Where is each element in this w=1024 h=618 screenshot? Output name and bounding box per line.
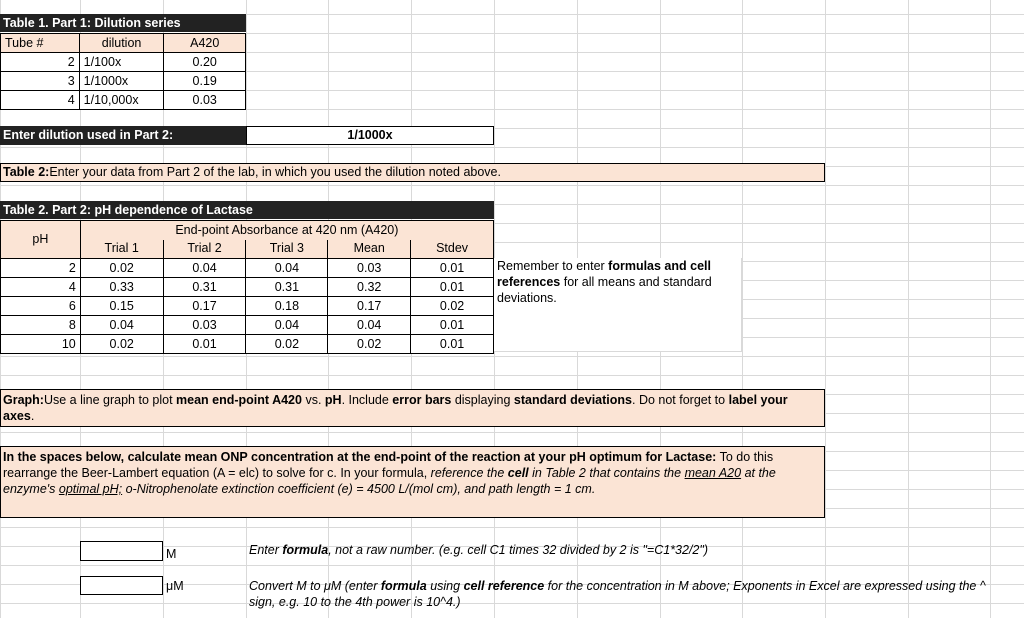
trial-2-cell[interactable]: 0.03	[163, 316, 246, 335]
table-header-row	[1, 221, 494, 240]
calc-italic-3: at the enzyme's	[3, 466, 776, 496]
column-header-ph[interactable]: pH	[1, 221, 81, 259]
mean-cell[interactable]: 0.02	[328, 335, 411, 354]
calc-bold-italic: cell	[507, 466, 529, 480]
graph-text-1: Use a line graph to plot	[43, 393, 177, 407]
trial-3-cell[interactable]: 0.18	[246, 297, 328, 316]
table2-instruction	[0, 163, 825, 182]
mean-cell[interactable]: 0.17	[328, 297, 411, 316]
dilution-cell[interactable]: 1/100x	[79, 53, 164, 72]
ph-cell[interactable]: 10	[1, 335, 81, 354]
dilution-table	[0, 33, 246, 110]
hint-um-italic-2: using	[426, 579, 464, 593]
graph-bold-6: label your axes	[3, 393, 788, 423]
stdev-cell[interactable]: 0.01	[411, 259, 494, 278]
hint-m-bold: formula	[282, 543, 329, 557]
stdev-cell[interactable]: 0.01	[411, 278, 494, 297]
calc-underline-2: optimal pH;	[58, 482, 123, 496]
trial-3-cell[interactable]: 0.04	[246, 259, 328, 278]
stdev-cell[interactable]: 0.01	[411, 335, 494, 354]
table2-title: Table 2. Part 2: pH dependence of Lactase	[0, 201, 494, 219]
calc-italic-4: o-Nitrophenolate extinction coefficient (e) = 4500 L/(mol cm), and path length = 1 cm.	[122, 482, 596, 496]
table-row	[1, 72, 246, 91]
a420-cell[interactable]: 0.03	[164, 91, 246, 110]
reminder-text-1: Remember to enter	[497, 259, 609, 273]
column-header-mean[interactable]: Mean	[328, 240, 411, 259]
dilution-cell[interactable]: 1/1000x	[79, 72, 164, 91]
graph-text-3: . Include	[341, 393, 393, 407]
formula-hint-um	[249, 578, 1014, 610]
concentration-m-input[interactable]	[80, 541, 163, 561]
dilution-cell[interactable]: 1/10,000x	[79, 91, 164, 110]
concentration-um-input[interactable]	[80, 576, 163, 595]
trial-3-cell[interactable]: 0.31	[246, 278, 328, 297]
calc-underline-1: mean A20	[684, 466, 742, 480]
column-header-stdev[interactable]: Stdev	[411, 240, 494, 259]
table-row	[1, 53, 246, 72]
formula-hint-m	[249, 542, 1009, 558]
tube-cell[interactable]: 4	[1, 91, 80, 110]
calc-text: To do this rearrange the Beer-Lambert equation (A = elc) to solve for c. In your formula,	[3, 450, 774, 480]
unit-m-label: M	[166, 547, 177, 561]
reminder-bold: formulas and cell references	[497, 259, 711, 289]
column-header-a420[interactable]: A420	[164, 34, 246, 53]
table-row	[1, 259, 494, 278]
table-row	[1, 316, 494, 335]
table2-instruction-text: Enter your data from Part 2 of the lab, in which you used the dilution noted above.	[49, 165, 501, 179]
dilution-entry-label: Enter dilution used in Part 2:	[0, 126, 246, 145]
reminder-text-2: for all means and standard deviations.	[497, 275, 712, 305]
graph-bold-2: mean end-point A420	[176, 393, 302, 407]
calc-bold: In the spaces below, calculate mean ONP concentration at the end-point of the reaction at your pH optimum for Lactase:	[3, 450, 717, 464]
calculation-instruction	[0, 446, 825, 518]
calc-italic-1: reference the	[430, 466, 508, 480]
trial-1-cell[interactable]: 0.02	[80, 335, 163, 354]
graph-bold-3: pH	[324, 393, 342, 407]
graph-bold-4: error bars	[392, 393, 452, 407]
mean-cell[interactable]: 0.04	[328, 316, 411, 335]
unit-um-label: μM	[166, 579, 184, 593]
trial-2-cell[interactable]: 0.01	[163, 335, 246, 354]
column-header-trial-3[interactable]: Trial 3	[246, 240, 328, 259]
a420-cell[interactable]: 0.19	[164, 72, 246, 91]
graph-bold-1: Graph:	[3, 393, 44, 407]
hint-m-italic-1: Enter	[249, 543, 283, 557]
graph-instruction	[0, 389, 825, 427]
trial-2-cell[interactable]: 0.31	[163, 278, 246, 297]
table-row	[1, 335, 494, 354]
tube-cell[interactable]: 2	[1, 53, 80, 72]
trial-2-cell[interactable]: 0.04	[163, 259, 246, 278]
ph-absorbance-table	[0, 220, 494, 354]
mean-cell[interactable]: 0.03	[328, 259, 411, 278]
ph-cell[interactable]: 2	[1, 259, 81, 278]
column-header-tube[interactable]: Tube #	[1, 34, 80, 53]
ph-cell[interactable]: 4	[1, 278, 81, 297]
trial-2-cell[interactable]: 0.17	[163, 297, 246, 316]
group-header-absorbance[interactable]: End-point Absorbance at 420 nm (A420)	[80, 221, 493, 240]
table-row	[1, 278, 494, 297]
table2-instruction-label: Table 2:	[3, 165, 50, 179]
hint-um-italic-1: Convert M to μM (enter	[249, 579, 381, 593]
trial-1-cell[interactable]: 0.04	[80, 316, 163, 335]
table1-title: Table 1. Part 1: Dilution series	[0, 14, 246, 32]
trial-1-cell[interactable]: 0.15	[80, 297, 163, 316]
graph-text-2: vs.	[301, 393, 325, 407]
a420-cell[interactable]: 0.20	[164, 53, 246, 72]
table-row	[1, 91, 246, 110]
stdev-cell[interactable]: 0.02	[411, 297, 494, 316]
mean-cell[interactable]: 0.32	[328, 278, 411, 297]
hint-um-bold-2: cell reference	[463, 579, 545, 593]
dilution-entry-cell[interactable]: 1/1000x	[246, 126, 494, 145]
trial-1-cell[interactable]: 0.33	[80, 278, 163, 297]
column-header-trial-2[interactable]: Trial 2	[163, 240, 246, 259]
hint-um-bold-1: formula	[380, 579, 427, 593]
stdev-cell[interactable]: 0.01	[411, 316, 494, 335]
table-header-row	[1, 34, 246, 53]
formula-reminder	[494, 258, 742, 352]
hint-um-italic-3: for the concentration in M above; Exponents in Excel are expressed using the ^ sign, e.g. 10 to the 4th power is 10^4.)	[249, 579, 986, 609]
graph-bold-5: standard deviations	[513, 393, 632, 407]
column-header-dilution[interactable]: dilution	[79, 34, 164, 53]
trial-3-cell[interactable]: 0.04	[246, 316, 328, 335]
graph-text-5: . Do not forget to	[632, 393, 729, 407]
trial-1-cell[interactable]: 0.02	[80, 259, 163, 278]
tube-cell[interactable]: 3	[1, 72, 80, 91]
table-row	[1, 297, 494, 316]
ph-cell[interactable]: 8	[1, 316, 81, 335]
ph-cell[interactable]: 6	[1, 297, 81, 316]
graph-text-6: .	[30, 409, 35, 423]
graph-text-4: displaying	[451, 393, 514, 407]
hint-m-italic-2: , not a raw number. (e.g. cell C1 times 32 divided by 2 is "=C1*32/2")	[328, 543, 708, 557]
column-header-trial-1[interactable]: Trial 1	[80, 240, 163, 259]
calc-italic-2: in Table 2 that contains the	[528, 466, 685, 480]
trial-3-cell[interactable]: 0.02	[246, 335, 328, 354]
